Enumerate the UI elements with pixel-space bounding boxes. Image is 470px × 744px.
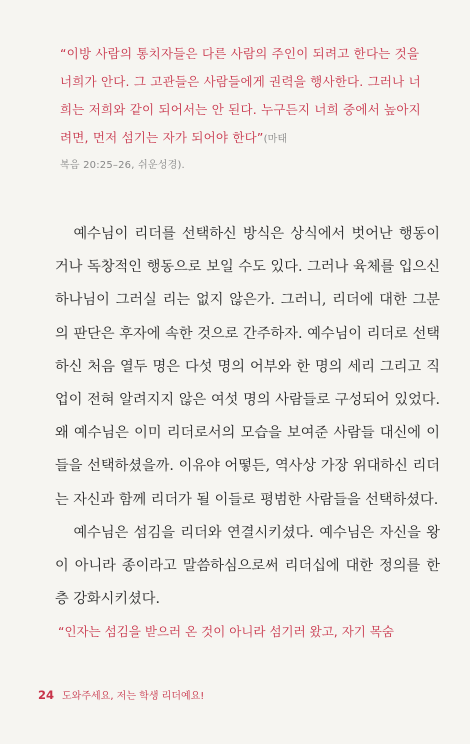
main-body-text — [55, 218, 440, 616]
running-title: 도와주세요, 저는 학생 리더예요! — [62, 691, 205, 702]
top-quote-text: “이방 사람의 통치자들은 다른 사람의 주인이 되려고 한다는 것을 너희가 안다. 그 고관들은 사람들에게 권력을 행사한다. 그러나 너희는 저희와 같이 되어서는 안 된다. 누구든지 너희 중에서 높아지려면, 먼저 섬기는 자가 되어야 한다” — [60, 46, 421, 145]
bottom-scripture-quote — [58, 620, 438, 644]
page-footer — [38, 687, 204, 702]
body-paragraph-1: 예수님이 리더를 선택하신 방식은 상식에서 벗어난 행동이거나 독창적인 행동으로 보일 수도 있다. 그러나 육체를 입으신 하나님이 그러실 리는 없지 않은가. 그러니, 리더에 대한 그분의 판단은 후자에 속한 것으로 간주하자. 예수님이 리더로 선택하신 처음 열두 명은 다섯 명의 어부와 한 명의 세리 그리고 직업이 전혀 알려지지 않은 여섯 명의 사람들로 구성되어 있었다. 왜 예수님은 이미 리더로서의 모습을 보여준 사람들 대신에 이들을 선택하셨을까. 이유야 어떻든, 역사상 가장 위대하신 리더는 자신과 함께 리더가 될 이들로 평범한 사람들을 선택하셨다. — [55, 226, 440, 508]
bottom-quote-text: “인자는 섬김을 받으러 온 것이 아니라 섬기러 왔고, 자기 목숨 — [58, 624, 395, 639]
top-scripture-quote — [60, 40, 432, 178]
page-number: 24 — [38, 688, 55, 702]
top-quote-reference-start: (마태 — [263, 134, 288, 145]
body-paragraph-2: 예수님은 섬김을 리더와 연결시키셨다. 예수님은 자신을 왕이 아니라 종이라고 말씀하심으로써 리더십에 대한 정의를 한층 강화시키셨다. — [55, 524, 440, 608]
top-quote-reference-end: 복음 20:25–26, 쉬운성경). — [60, 160, 185, 171]
